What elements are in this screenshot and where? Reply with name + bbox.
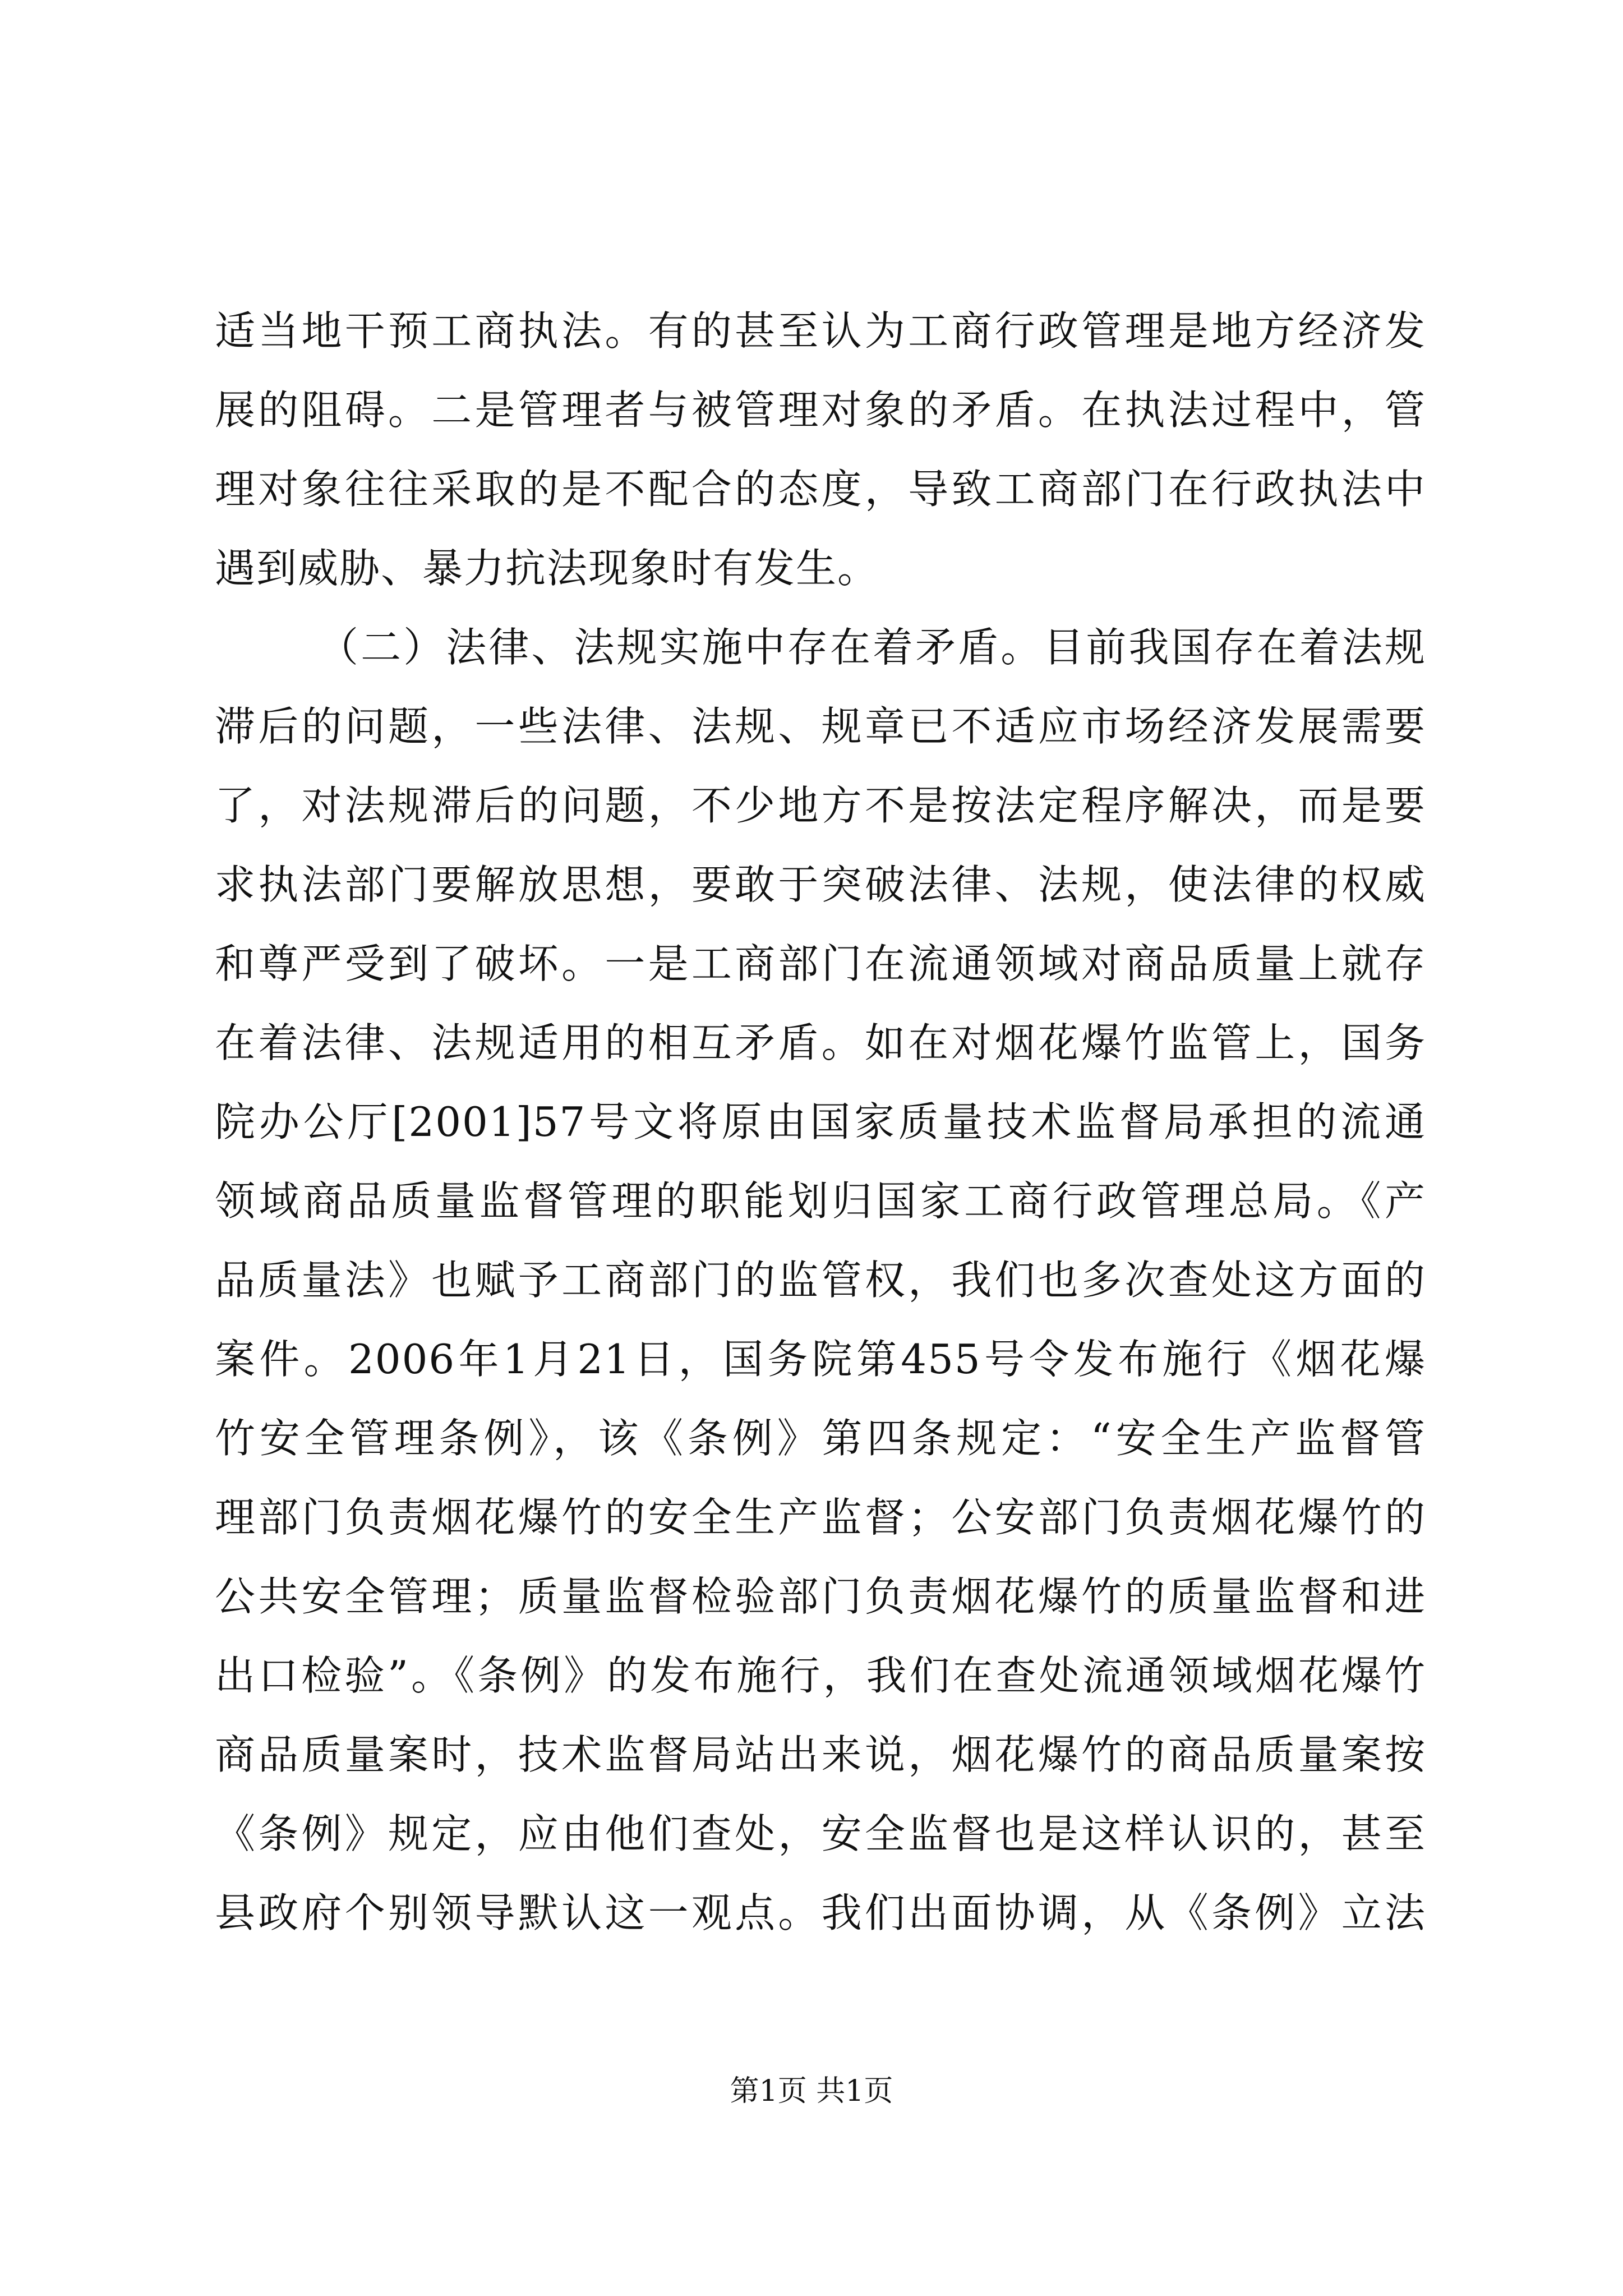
text-line: 领域商品质量监督管理的职能划归国家工商行政管理总局。《产: [215, 1177, 1426, 1225]
text-line: 品质量法》也赋予工商部门的监管权，我们也多次查处这方面的: [215, 1257, 1426, 1304]
body-text: [215, 292, 1426, 1953]
text-line: 县政府个别领导默认这一观点。我们出面协调，从《条例》立法: [215, 1889, 1426, 1936]
paragraph-first-line: （二）法律、法规实施中存在着矛盾。目前我国存在着法规: [318, 624, 1426, 671]
text-line: 商品质量案时，技术监督局站出来说，烟花爆竹的商品质量案按: [215, 1731, 1426, 1778]
text-line: 理部门负责烟花爆竹的安全生产监督；公安部门负责烟花爆竹的: [215, 1494, 1426, 1541]
text-line: 了，对法规滞后的问题，不少地方不是按法定程序解决，而是要: [215, 782, 1426, 829]
text-line: 在着法律、法规适用的相互矛盾。如在对烟花爆竹监管上，国务: [215, 1019, 1426, 1066]
page-number-footer: [0, 2074, 1623, 2108]
text-line: 遇到威胁、暴力抗法现象时有发生。: [215, 545, 879, 592]
text-line: 竹安全管理条例》，该《条例》第四条规定：“安全生产监督管: [215, 1415, 1426, 1462]
page-number-text: 第1页 共1页: [730, 2074, 893, 2108]
text-line: 公共安全管理；质量监督检验部门负责烟花爆竹的质量监督和进: [215, 1573, 1426, 1620]
text-line: 展的阻碍。二是管理者与被管理对象的矛盾。在执法过程中，管: [215, 386, 1426, 434]
text-line: 出口检验”。《条例》的发布施行，我们在查处流通领域烟花爆竹: [215, 1652, 1426, 1699]
text-line: 求执法部门要解放思想，要敢于突破法律、法规，使法律的权威: [215, 861, 1426, 908]
text-line: 院办公厅[2001]57号文将原由国家质量技术监督局承担的流通: [215, 1098, 1426, 1145]
text-line: 理对象往往采取的是不配合的态度，导致工商部门在行政执法中: [215, 466, 1426, 513]
text-line: 滞后的问题，一些法律、法规、规章已不适应市场经济发展需要: [215, 703, 1426, 750]
text-line: 《条例》规定，应由他们查处，安全监督也是这样认识的，甚至: [215, 1810, 1426, 1857]
text-line: 和尊严受到了破坏。一是工商部门在流通领域对商品质量上就存: [215, 940, 1426, 987]
text-line: 适当地干预工商执法。有的甚至认为工商行政管理是地方经济发: [215, 307, 1426, 355]
text-line: 案件。2006年1月21日，国务院第455号令发布施行《烟花爆: [215, 1336, 1426, 1383]
